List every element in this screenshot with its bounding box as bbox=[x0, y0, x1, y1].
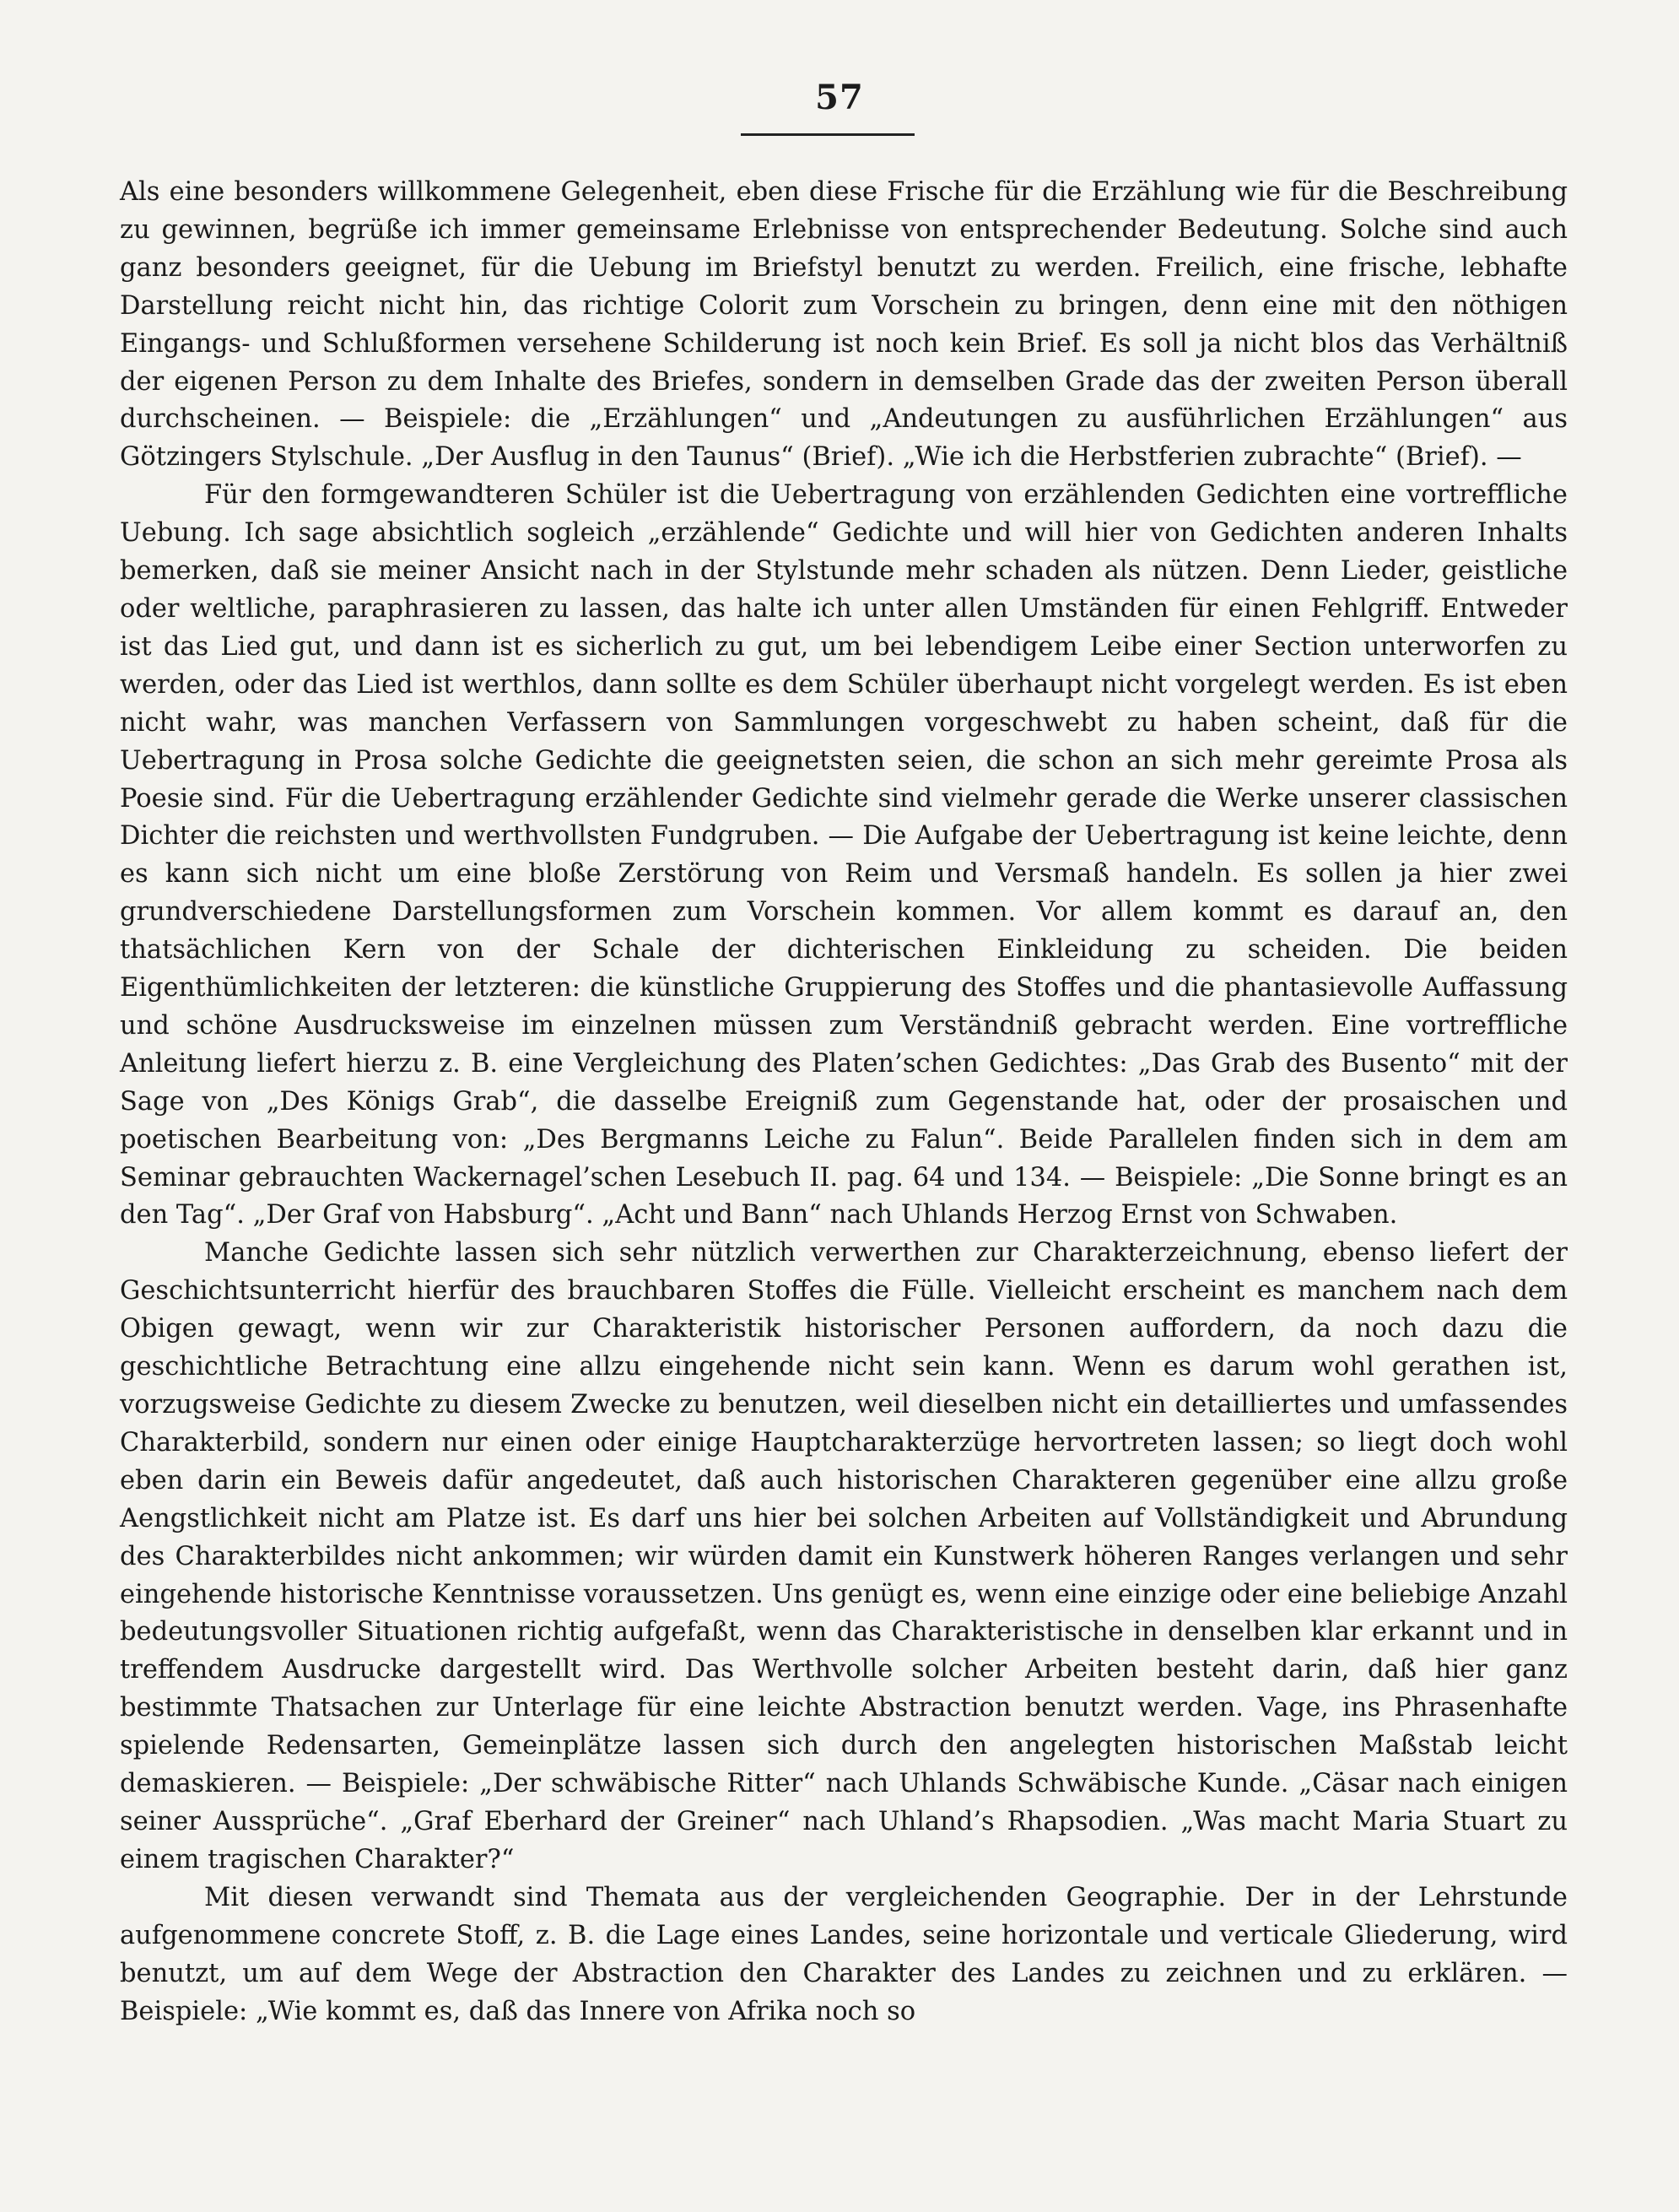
header-rule bbox=[741, 133, 915, 136]
paragraph-1: Als eine besonders willkommene Gelegenheit, eben diese Frische für die Erzählung wie für die Beschreibung zu gewinnen, begrüße ich immer gemeinsame Erlebnisse von entsprechender Bedeutung. Solche sind auch ganz besonders geeignet, für die Uebung im Briefstyl benutzt zu werden. Freilich, eine frische, lebhafte Darstellung reicht nicht hin, das richtige Colorit zum Vorschein zu bringen, denn eine mit den nöthigen Eingangs- und Schlußformen versehene Schilderung ist noch kein Brief. Es soll ja nicht blos das Verhältniß der eigenen Person zu dem Inhalte des Briefes, sondern in demselben Grade das der zweiten Person überall durchscheinen. — Beispiele: die „Erzählungen“ und „Andeutungen zu ausführlichen Erzählungen“ aus Götzingers Stylschule. „Der Ausflug in den Taunus“ (Brief). „Wie ich die Herbstferien zubrachte“ (Brief). — bbox=[120, 177, 1568, 473]
paragraph-2: Für den formgewandteren Schüler ist die Uebertragung von erzählenden Gedichten eine vortreffliche Uebung. Ich sage absichtlich sogleich „erzählende“ Gedichte und will hier von Gedichten anderen Inhalts bemerken, daß sie meiner Ansicht nach in der Stylstunde mehr schaden als nützen. Denn Lieder, geistliche oder weltliche, paraphrasieren zu lassen, das halte ich unter allen Umständen für einen Fehlgriff. Entweder ist das Lied gut, und dann ist es sicherlich zu gut, um bei lebendigem Leibe einer Section unterworfen zu werden, oder das Lied ist werthlos, dann sollte es dem Schüler überhaupt nicht vorgelegt werden. Es ist eben nicht wahr, was manchen Verfassern von Sammlungen vorgeschwebt zu haben scheint, daß für die Uebertragung in Prosa solche Gedichte die geeignetsten seien, die schon an sich mehr gereimte Prosa als Poesie sind. Für die Uebertragung erzählender Gedichte sind vielmehr gerade die Werke unserer classischen Dichter die reichsten und werthvollsten Fundgruben. — Die Aufgabe der Uebertragung ist keine leichte, denn es kann sich nicht um eine bloße Zerstörung von Reim und Versmaß handeln. Es sollen ja hier zwei grundverschiedene Darstellungsformen zum Vorschein kommen. Vor allem kommt es darauf an, den thatsächlichen Kern von der Schale der dichterischen Einkleidung zu scheiden. Die beiden Eigenthümlichkeiten der letzteren: die künstliche Gruppierung des Stoffes und die phantasievolle Auffassung und schöne Ausdrucksweise im einzelnen müssen zum Verständniß gebracht werden. Eine vortreffliche Anleitung liefert hierzu z. B. eine Vergleichung des Platen’schen Gedichtes: „Das Grab des Busento“ mit der Sage von „Des Königs Grab“, die dasselbe Ereigniß zum Gegenstande hat, oder der prosaischen und poetischen Bearbeitung von: „Des Bergmanns Leiche zu Falun“. Beide Parallelen finden sich in dem am Seminar gebrauchten Wackernagel’schen Lesebuch II. pag. 64 und 134. — Beispiele: „Die Sonne bringt es an den Tag“. „Der Graf von Habsburg“. „Acht und Bann“ nach Uhlands Herzog Ernst von Schwaben. bbox=[120, 480, 1568, 1230]
page-number: 57 bbox=[815, 78, 864, 117]
paragraph-4: Mit diesen verwandt sind Themata aus der vergleichenden Geographie. Der in der Lehrstunde aufgenommene concrete Stoff, z. B. die Lage eines Landes, seine horizontale und verticale Gliederung, wird benutzt, um auf dem Wege der Abstraction den Charakter des Landes zu zeichnen und zu erklären. — Beispiele: „Wie kommt es, daß das Innere von Afrika noch so bbox=[120, 1882, 1568, 2026]
page-header bbox=[0, 78, 1679, 117]
body-text bbox=[120, 174, 1568, 2031]
paragraph-3: Manche Gedichte lassen sich sehr nützlich verwerthen zur Charakterzeichnung, ebenso liefert der Geschichtsunterricht hierfür des brauchbaren Stoffes die Fülle. Vielleicht erscheint es manchem nach dem Obigen gewagt, wenn wir zur Charakteristik historischer Personen auffordern, da noch dazu die geschichtliche Betrachtung eine allzu eingehende nicht sein kann. Wenn es darum wohl gerathen ist, vorzugsweise Gedichte zu diesem Zwecke zu benutzen, weil dieselben nicht ein detailliertes und umfassendes Charakterbild, sondern nur einen oder einige Hauptcharakterzüge hervortreten lassen; so liegt doch wohl eben darin ein Beweis dafür angedeutet, daß auch historischen Charakteren gegenüber eine allzu große Aengstlichkeit nicht am Platze ist. Es darf uns hier bei solchen Arbeiten auf Vollständigkeit und Abrundung des Charakterbildes nicht ankommen; wir würden damit ein Kunstwerk höheren Ranges verlangen und sehr eingehende historische Kenntnisse voraussetzen. Uns genügt es, wenn eine einzige oder eine beliebige Anzahl bedeutungsvoller Situationen richtig aufgefaßt, wenn das Charakteristische in denselben klar erkannt und in treffendem Ausdrucke dargestellt wird. Das Werthvolle solcher Arbeiten besteht darin, daß hier ganz bestimmte Thatsachen zur Unterlage für eine leichte Abstraction benutzt werden. Vage, ins Phrasenhafte spielende Redensarten, Gemeinplätze lassen sich durch den angelegten historischen Maßstab leicht demaskieren. — Beispiele: „Der schwäbische Ritter“ nach Uhlands Schwäbische Kunde. „Cäsar nach einigen seiner Aussprüche“. „Graf Eberhard der Greiner“ nach Uhland’s Rhapsodien. „Was macht Maria Stuart zu einem tragischen Charakter?“ bbox=[120, 1238, 1568, 1874]
